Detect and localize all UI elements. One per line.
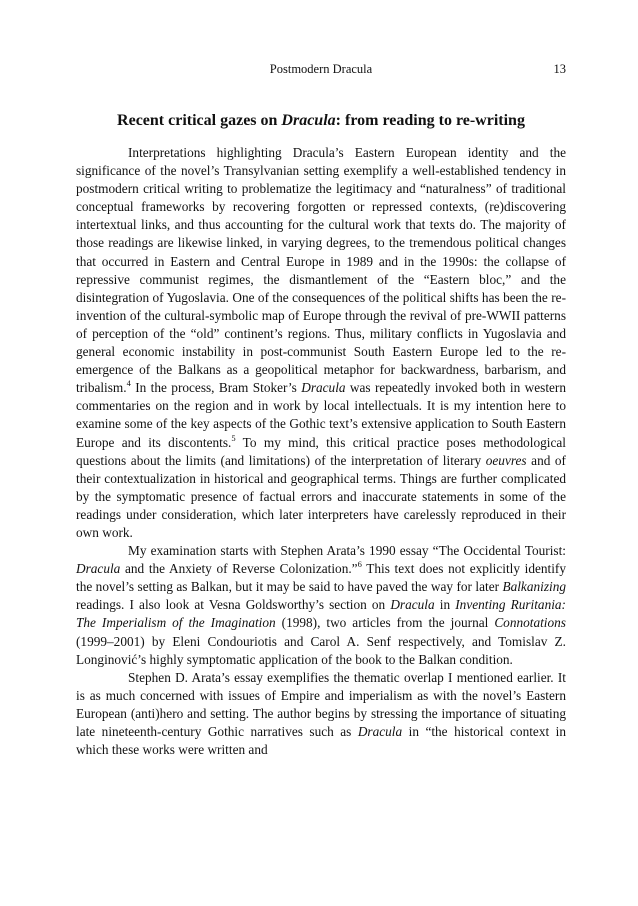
section-heading <box>76 112 566 130</box>
footnote-ref-4[interactable]: 4 <box>126 378 131 389</box>
heading-italic-title: Dracula <box>281 112 336 129</box>
p2-text-6: (1998), two articles from the journal <box>275 615 495 631</box>
p1-text-1: Interpretations highlighting Dracula’s Eastern European identity and the significance of the novel’s Transylvanian setting exemplify a well-established tendency in postmodern critical writing to problematize the legitimacy and “naturalness” of traditional conceptual frameworks by recovering forgotten or repressed contexts, (re)discovering intertextual links, and thus accounting for the cultural work that texts do. The majority of those readings are likewise linked, in varying degrees, to the tremendous political changes that occurred in Eastern and Central Europe in 1989 and in the 1990s: the collapse of repressive communist regimes, the dismantlement of the “Eastern bloc,” and the disintegration of Yugoslavia. One of the consequences of the political shifts has been the re-invention of the cultural-symbolic map of Europe through the revival of pre-WWII patterns of perception of the “old” continent’s regions. Thus, military conflicts in Yugoslavia and general economic instability in post-communist South Eastern Europe led to the re-emergence of the Balkans as a geopolitical metaphor for backwardness, barbarism, and tribalism. <box>76 145 566 396</box>
footnote-ref-6[interactable]: 6 <box>357 559 362 570</box>
running-header <box>76 62 566 78</box>
body-text <box>76 144 566 759</box>
p2-text-7: (1999–2001) by Eleni Condouriotis and Carol A. Senf respectively, and Tomislav Z. Longinović’s highly symptomatic application of the book to the Balkan condition. <box>76 633 566 667</box>
p2-text-4: readings. I also look at Vesna Goldsworthy’s section on <box>76 597 391 613</box>
footnote-ref-5[interactable]: 5 <box>231 432 236 443</box>
p1-text-2: In the process, Bram Stoker’s <box>130 380 302 396</box>
paragraph-1 <box>76 144 566 542</box>
page-number: 13 <box>553 62 566 76</box>
p2-text-1: My examination starts with Stephen Arata’s 1990 essay “The Occidental Tourist: <box>128 543 566 559</box>
p2-italic-2: Balkanizing <box>502 579 566 595</box>
paragraph-3 <box>76 669 566 759</box>
p3-text-1: Stephen D. Arata’s essay exemplifies the thematic overlap I mentioned earlier. It is as much concerned with issues of Empire and imperialism as with the novel’s Eastern European (anti)hero and setting. The author begins by stressing the importance of situating late nineteenth-century Gothic narratives such as <box>76 669 566 739</box>
p1-italic-2: oeuvres <box>485 452 527 468</box>
p2-text-5: in <box>434 597 456 613</box>
p1-italic-1: Dracula <box>301 380 346 396</box>
p2-italic-4: Inventing Ruritania: The Imperialism of the Imagination <box>76 597 566 631</box>
p2-italic-3: Dracula <box>390 597 435 613</box>
p2-text-3: This text does not explicitly identify the novel’s setting as Balkan, but it may be said to have paved the way for later <box>76 561 566 595</box>
running-title: Postmodern Dracula <box>269 62 373 76</box>
p3-italic-1: Dracula <box>357 724 403 739</box>
heading-text-pre: Recent critical gazes on <box>117 112 282 129</box>
heading-text-post: : from reading to re-writing <box>335 112 525 129</box>
p1-text-5: and of their contextualization in historical and geographical terms. Things are further complicated by the symptomatic presence of factual errors and inaccurate statements in some of the readings under consideration, which later interpreters have carelessly reproduced in their own work. <box>76 452 566 540</box>
p1-text-4: To my mind, this critical practice poses methodological questions about the limits (and limitations) of the interpretation of literary <box>76 434 566 468</box>
paragraph-2 <box>76 542 566 669</box>
p2-italic-5: Connotations <box>494 615 566 631</box>
p1-text-3: was repeatedly invoked both in western commentaries on the region and in work by local intellectuals. It is my intention here to examine some of the key aspects of the Gothic text’s extensive application to South Eastern Europe and its discontents. <box>76 380 567 450</box>
p2-italic-1: Dracula <box>76 561 121 577</box>
p3-text-2: in “the historical context in which these works were written and <box>76 724 566 758</box>
p2-text-2: and the Anxiety of Reverse Colonization.” <box>120 561 358 577</box>
